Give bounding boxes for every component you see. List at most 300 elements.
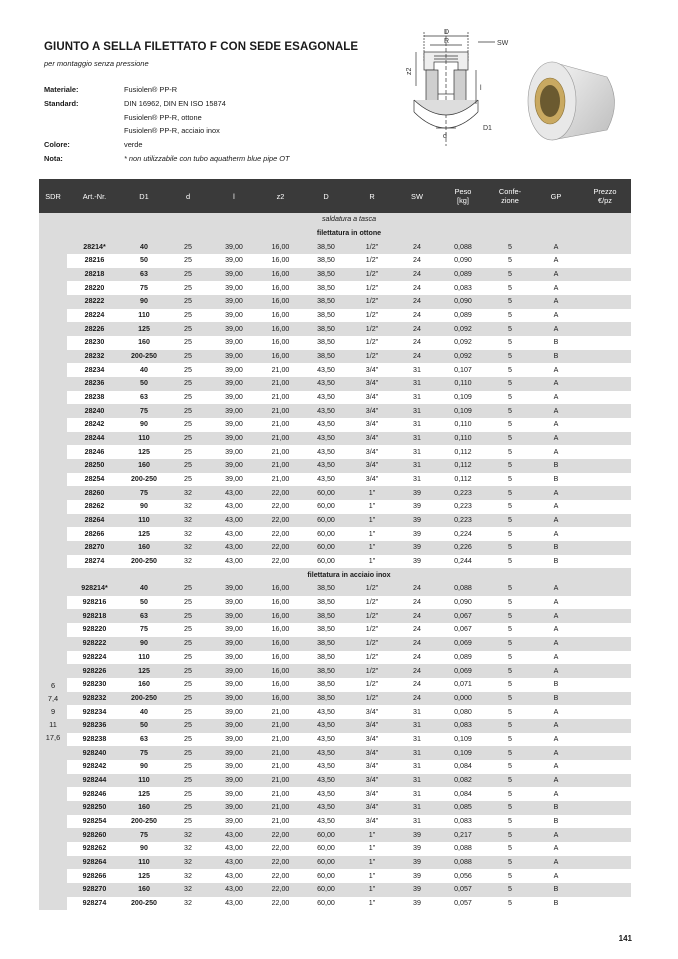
table-cell: 43,50 xyxy=(303,418,349,432)
table-cell: 43,00 xyxy=(210,883,258,897)
table-cell xyxy=(579,582,631,596)
column-header: Prezzo €/pz xyxy=(579,179,631,213)
table-cell: 5 xyxy=(487,391,533,405)
table-row xyxy=(39,404,631,418)
table-cell xyxy=(579,651,631,665)
table-cell: A xyxy=(533,309,579,323)
table-cell: 22,00 xyxy=(258,541,303,555)
table-cell: 39 xyxy=(395,842,439,856)
table-cell: 25 xyxy=(166,391,210,405)
table-cell: 39 xyxy=(395,486,439,500)
table-cell xyxy=(579,240,631,254)
column-header: GP xyxy=(533,179,579,213)
table-cell: 16,00 xyxy=(258,582,303,596)
table-cell: 16,00 xyxy=(258,281,303,295)
table-cell: 32 xyxy=(166,541,210,555)
table-cell: 928274 xyxy=(67,897,122,911)
table-cell: 31 xyxy=(395,746,439,760)
table-row xyxy=(39,623,631,637)
table-cell: 928238 xyxy=(67,733,122,747)
table-cell: 60,00 xyxy=(303,541,349,555)
table-cell: 21,00 xyxy=(258,445,303,459)
table-cell xyxy=(579,350,631,364)
table-cell xyxy=(579,664,631,678)
table-cell: 31 xyxy=(395,733,439,747)
table-cell: 32 xyxy=(166,486,210,500)
table-cell: 32 xyxy=(166,514,210,528)
table-cell: 32 xyxy=(166,883,210,897)
table-cell xyxy=(579,295,631,309)
table-cell xyxy=(579,459,631,473)
table-cell: 24 xyxy=(395,664,439,678)
column-header: Art.-Nr. xyxy=(67,179,122,213)
table-cell: 1/2" xyxy=(349,240,395,254)
table-cell: 39,00 xyxy=(210,664,258,678)
table-cell: 43,50 xyxy=(303,774,349,788)
table-row xyxy=(39,609,631,623)
table-cell: B xyxy=(533,801,579,815)
table-cell: 39,00 xyxy=(210,377,258,391)
table-cell xyxy=(579,815,631,829)
table-cell: 0,090 xyxy=(439,295,487,309)
table-cell: 25 xyxy=(166,582,210,596)
prop-standard: Standard: DIN 16962, DIN EN ISO 15874 xyxy=(44,99,226,109)
column-header: D1 xyxy=(122,179,166,213)
product-photo-icon xyxy=(522,52,632,147)
table-cell: 1" xyxy=(349,856,395,870)
table-cell: 31 xyxy=(395,774,439,788)
table-cell: 63 xyxy=(122,391,166,405)
table-cell: 25 xyxy=(166,268,210,282)
table-cell: 25 xyxy=(166,623,210,637)
table-cell: 5 xyxy=(487,692,533,706)
column-header: l xyxy=(210,179,258,213)
table-cell: 3/4" xyxy=(349,473,395,487)
table-cell: 5 xyxy=(487,473,533,487)
table-cell: 40 xyxy=(122,705,166,719)
table-cell: 90 xyxy=(122,500,166,514)
table-cell: 1/2" xyxy=(349,609,395,623)
page-title: GIUNTO A SELLA FILETTATO F CON SEDE ESAGONALE xyxy=(44,41,359,53)
table-cell: 38,50 xyxy=(303,609,349,623)
prop-standard-2: Fusiolen® PP-R, ottone xyxy=(124,112,202,122)
table-cell: 200-250 xyxy=(122,350,166,364)
table-cell: B xyxy=(533,815,579,829)
table-cell: 32 xyxy=(166,842,210,856)
table-cell: 28226 xyxy=(67,322,122,336)
drawing-label-SW: SW xyxy=(497,40,509,47)
table-cell: 21,00 xyxy=(258,733,303,747)
table-cell: 60,00 xyxy=(303,883,349,897)
table-cell: 38,50 xyxy=(303,322,349,336)
table-cell xyxy=(579,473,631,487)
table-cell: 24 xyxy=(395,623,439,637)
table-row xyxy=(39,582,631,596)
table-cell: 0,082 xyxy=(439,774,487,788)
table-row xyxy=(39,856,631,870)
sdr-value: 11 xyxy=(49,720,57,730)
table-cell: 3/4" xyxy=(349,815,395,829)
table-cell: 39,00 xyxy=(210,651,258,665)
table-cell: 16,00 xyxy=(258,678,303,692)
table-cell: 25 xyxy=(166,377,210,391)
table-cell xyxy=(579,555,631,569)
table-cell: 43,50 xyxy=(303,801,349,815)
table-cell: B xyxy=(533,883,579,897)
table-cell: 16,00 xyxy=(258,596,303,610)
table-cell: 5 xyxy=(487,651,533,665)
table-cell: 0,069 xyxy=(439,664,487,678)
table-cell: 39,00 xyxy=(210,692,258,706)
table-cell: 38,50 xyxy=(303,350,349,364)
table-cell: 28244 xyxy=(67,432,122,446)
table-cell: 75 xyxy=(122,486,166,500)
table-cell: 60,00 xyxy=(303,842,349,856)
table-cell: 928244 xyxy=(67,774,122,788)
table-cell: 5 xyxy=(487,254,533,268)
table-cell: A xyxy=(533,404,579,418)
table-cell: 75 xyxy=(122,281,166,295)
table-cell: 22,00 xyxy=(258,842,303,856)
prop-nota: Nota: * non utilizzabile con tubo aquatherm blue pipe OT xyxy=(44,153,290,163)
table-cell: 31 xyxy=(395,760,439,774)
table-cell: 0,088 xyxy=(439,842,487,856)
table-cell: 5 xyxy=(487,869,533,883)
table-cell: 28264 xyxy=(67,514,122,528)
table-cell: 0,071 xyxy=(439,678,487,692)
table-cell: 28234 xyxy=(67,363,122,377)
table-cell: 0,089 xyxy=(439,268,487,282)
table-cell: 0,089 xyxy=(439,651,487,665)
table-cell: 110 xyxy=(122,774,166,788)
table-cell: 0,067 xyxy=(439,609,487,623)
table-cell: 5 xyxy=(487,322,533,336)
table-cell: 25 xyxy=(166,363,210,377)
table-cell: 28224 xyxy=(67,309,122,323)
table-cell: 1" xyxy=(349,842,395,856)
table-cell: 0,110 xyxy=(439,432,487,446)
table-cell: 39,00 xyxy=(210,815,258,829)
table-cell: 24 xyxy=(395,582,439,596)
table-cell: 5 xyxy=(487,459,533,473)
table-cell: 0,223 xyxy=(439,514,487,528)
column-header: SW xyxy=(395,179,439,213)
table-cell: 31 xyxy=(395,418,439,432)
table-cell: 28222 xyxy=(67,295,122,309)
table-cell: 0,109 xyxy=(439,404,487,418)
table-cell: 28246 xyxy=(67,445,122,459)
table-cell: 50 xyxy=(122,254,166,268)
table-cell xyxy=(579,418,631,432)
table-row xyxy=(39,774,631,788)
table-cell: 1/2" xyxy=(349,268,395,282)
table-row xyxy=(39,254,631,268)
table-cell: 0,083 xyxy=(439,815,487,829)
table-cell: 43,00 xyxy=(210,500,258,514)
table-cell: 16,00 xyxy=(258,609,303,623)
table-cell: 60,00 xyxy=(303,486,349,500)
table-cell: 31 xyxy=(395,705,439,719)
table-cell: 75 xyxy=(122,404,166,418)
table-cell: 1/2" xyxy=(349,637,395,651)
table-cell: 38,50 xyxy=(303,637,349,651)
table-cell: 25 xyxy=(166,418,210,432)
table-row xyxy=(39,514,631,528)
table-cell: 928270 xyxy=(67,883,122,897)
table-cell: 31 xyxy=(395,787,439,801)
table-cell: 21,00 xyxy=(258,404,303,418)
table-cell: 3/4" xyxy=(349,432,395,446)
table-cell: 31 xyxy=(395,719,439,733)
table-cell: A xyxy=(533,322,579,336)
table-cell: 50 xyxy=(122,719,166,733)
section-row xyxy=(39,213,631,227)
table-cell: 28262 xyxy=(67,500,122,514)
table-cell: 0,092 xyxy=(439,336,487,350)
table-cell: 28218 xyxy=(67,268,122,282)
table-cell: 3/4" xyxy=(349,733,395,747)
table-cell: 39,00 xyxy=(210,459,258,473)
table-row xyxy=(39,240,631,254)
table-cell: A xyxy=(533,527,579,541)
table-cell: 5 xyxy=(487,774,533,788)
table-cell: 5 xyxy=(487,268,533,282)
table-cell: 160 xyxy=(122,459,166,473)
product-table xyxy=(39,179,631,910)
table-cell: 60,00 xyxy=(303,527,349,541)
table-row xyxy=(39,473,631,487)
table-cell: 39,00 xyxy=(210,623,258,637)
table-cell: 43,50 xyxy=(303,746,349,760)
table-cell: 24 xyxy=(395,336,439,350)
table-cell: 0,088 xyxy=(439,582,487,596)
table-cell: 63 xyxy=(122,609,166,623)
table-cell: 928266 xyxy=(67,869,122,883)
table-cell: 110 xyxy=(122,651,166,665)
table-cell: 0,057 xyxy=(439,883,487,897)
table-cell: B xyxy=(533,692,579,706)
table-cell: 1/2" xyxy=(349,295,395,309)
table-cell: 38,50 xyxy=(303,664,349,678)
table-cell: 21,00 xyxy=(258,801,303,815)
table-cell: 5 xyxy=(487,404,533,418)
table-cell: 22,00 xyxy=(258,514,303,528)
table-cell: 0,090 xyxy=(439,596,487,610)
table-cell: 25 xyxy=(166,281,210,295)
table-cell: 5 xyxy=(487,281,533,295)
table-cell: 0,088 xyxy=(439,856,487,870)
table-cell: 24 xyxy=(395,322,439,336)
table-cell: 39 xyxy=(395,500,439,514)
table-cell: 125 xyxy=(122,787,166,801)
table-cell: 1/2" xyxy=(349,664,395,678)
table-cell: 90 xyxy=(122,295,166,309)
table-row xyxy=(39,459,631,473)
table-cell: 21,00 xyxy=(258,473,303,487)
table-cell: 39,00 xyxy=(210,637,258,651)
table-cell: 39,00 xyxy=(210,336,258,350)
table-cell: 160 xyxy=(122,883,166,897)
table-cell xyxy=(579,254,631,268)
table-cell: 31 xyxy=(395,473,439,487)
table-cell: 63 xyxy=(122,268,166,282)
page-subtitle: per montaggio senza pressione xyxy=(44,59,149,68)
table-cell: 39,00 xyxy=(210,350,258,364)
table-cell: 0,110 xyxy=(439,377,487,391)
table-cell: 39,00 xyxy=(210,774,258,788)
table-cell: 39,00 xyxy=(210,678,258,692)
table-cell: 43,00 xyxy=(210,514,258,528)
table-row xyxy=(39,295,631,309)
table-cell: 28216 xyxy=(67,254,122,268)
table-cell: 39 xyxy=(395,541,439,555)
table-cell: 5 xyxy=(487,336,533,350)
table-cell: 28214* xyxy=(67,240,122,254)
table-cell xyxy=(579,541,631,555)
table-cell: B xyxy=(533,336,579,350)
table-cell: 39,00 xyxy=(210,719,258,733)
table-cell: 25 xyxy=(166,254,210,268)
table-cell: 39,00 xyxy=(210,746,258,760)
column-header: d xyxy=(166,179,210,213)
table-cell: 50 xyxy=(122,596,166,610)
table-cell: 22,00 xyxy=(258,856,303,870)
table-cell: 24 xyxy=(395,692,439,706)
table-row xyxy=(39,596,631,610)
section-row xyxy=(39,568,631,582)
table-cell: 5 xyxy=(487,445,533,459)
table-cell: 43,50 xyxy=(303,363,349,377)
sdr-value: 9 xyxy=(50,707,56,717)
table-cell xyxy=(579,432,631,446)
table-cell: 5 xyxy=(487,828,533,842)
table-cell: 5 xyxy=(487,842,533,856)
table-cell: 28274 xyxy=(67,555,122,569)
table-row xyxy=(39,746,631,760)
table-cell: 31 xyxy=(395,459,439,473)
table-row xyxy=(39,432,631,446)
table-cell: 28238 xyxy=(67,391,122,405)
table-cell: 928262 xyxy=(67,842,122,856)
table-row xyxy=(39,336,631,350)
table-cell xyxy=(579,883,631,897)
table-cell: 39,00 xyxy=(210,295,258,309)
table-cell: 75 xyxy=(122,623,166,637)
table-cell: 0,083 xyxy=(439,719,487,733)
table-cell: 60,00 xyxy=(303,856,349,870)
table-cell: 110 xyxy=(122,309,166,323)
table-cell: 0,110 xyxy=(439,418,487,432)
table-cell: 21,00 xyxy=(258,363,303,377)
table-row xyxy=(39,651,631,665)
table-cell: 28250 xyxy=(67,459,122,473)
table-cell: 25 xyxy=(166,445,210,459)
table-row xyxy=(39,377,631,391)
table-cell: 25 xyxy=(166,787,210,801)
table-cell: 21,00 xyxy=(258,432,303,446)
table-cell: 0,080 xyxy=(439,705,487,719)
table-cell: B xyxy=(533,541,579,555)
table-cell: 25 xyxy=(166,459,210,473)
table-cell: 5 xyxy=(487,678,533,692)
table-cell: 5 xyxy=(487,883,533,897)
section-label: filettatura in ottone xyxy=(67,227,631,241)
sdr-value: 17,6 xyxy=(45,733,61,743)
table-cell: 0,083 xyxy=(439,281,487,295)
table-cell: 90 xyxy=(122,418,166,432)
table-cell: 32 xyxy=(166,856,210,870)
table-cell: 1/2" xyxy=(349,582,395,596)
table-cell: 25 xyxy=(166,240,210,254)
table-cell: 3/4" xyxy=(349,459,395,473)
table-row xyxy=(39,637,631,651)
table-cell: 39,00 xyxy=(210,582,258,596)
table-cell: 1/2" xyxy=(349,692,395,706)
table-cell xyxy=(579,774,631,788)
table-cell: 5 xyxy=(487,815,533,829)
prop-materiale: Materiale: Fusiolen® PP-R xyxy=(44,85,178,95)
table-cell: 24 xyxy=(395,651,439,665)
table-cell: 0,109 xyxy=(439,733,487,747)
table-cell: 21,00 xyxy=(258,746,303,760)
table-cell: 60,00 xyxy=(303,869,349,883)
table-cell xyxy=(579,760,631,774)
table-cell: 928214* xyxy=(67,582,122,596)
table-cell: 0,112 xyxy=(439,473,487,487)
table-cell: 39,00 xyxy=(210,391,258,405)
technical-drawing-icon xyxy=(400,28,515,153)
table-cell: 21,00 xyxy=(258,377,303,391)
table-cell: 24 xyxy=(395,254,439,268)
table-cell: 21,00 xyxy=(258,774,303,788)
table-cell: 160 xyxy=(122,678,166,692)
table-cell: 25 xyxy=(166,678,210,692)
table-cell: 5 xyxy=(487,527,533,541)
table-cell: 38,50 xyxy=(303,678,349,692)
table-cell: 24 xyxy=(395,268,439,282)
table-cell: 1/2" xyxy=(349,336,395,350)
table-cell: 43,00 xyxy=(210,541,258,555)
table-cell: 0,067 xyxy=(439,623,487,637)
table-cell: 160 xyxy=(122,336,166,350)
table-cell: 25 xyxy=(166,322,210,336)
table-cell: 1" xyxy=(349,500,395,514)
table-cell xyxy=(579,404,631,418)
table-cell: 928232 xyxy=(67,692,122,706)
table-row xyxy=(39,418,631,432)
table-cell: 16,00 xyxy=(258,240,303,254)
table-cell: A xyxy=(533,363,579,377)
table-cell: 16,00 xyxy=(258,637,303,651)
table-row xyxy=(39,322,631,336)
table-cell: 43,50 xyxy=(303,377,349,391)
table-cell: A xyxy=(533,486,579,500)
prop-colore: Colore: verde xyxy=(44,140,143,150)
table-cell: 38,50 xyxy=(303,596,349,610)
table-row xyxy=(39,350,631,364)
table-cell: A xyxy=(533,705,579,719)
table-cell: 1" xyxy=(349,869,395,883)
table-cell: 5 xyxy=(487,801,533,815)
table-cell: 31 xyxy=(395,801,439,815)
properties-block xyxy=(44,83,290,165)
table-cell: 24 xyxy=(395,309,439,323)
table-cell xyxy=(579,336,631,350)
column-header: D xyxy=(303,179,349,213)
table-cell: 25 xyxy=(166,637,210,651)
table-cell: 22,00 xyxy=(258,897,303,911)
sdr-value: 6 xyxy=(50,681,56,691)
